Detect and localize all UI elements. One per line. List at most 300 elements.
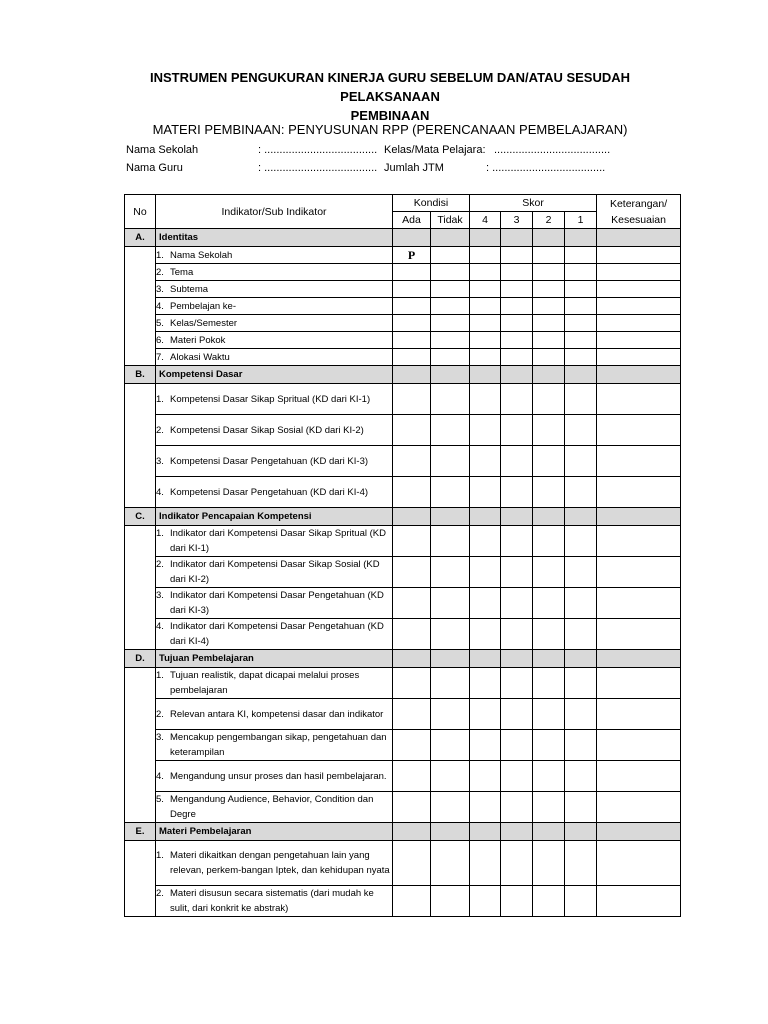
indicator-text: Kompetensi Dasar Pengetahuan (KD dari KI-3) [170,455,369,467]
header-skor-1: 1 [565,212,597,229]
header-skor: Skor [470,195,597,212]
section-empty-cell [393,229,431,247]
header-skor-3: 3 [501,212,533,229]
indicator-row [125,526,681,557]
skor-1-cell[interactable] [565,761,597,792]
ada-cell[interactable] [393,886,431,917]
indicator-cell [156,588,393,619]
skor-1-cell[interactable] [565,298,597,315]
skor-3-cell[interactable] [501,281,533,298]
tidak-cell[interactable] [431,298,470,315]
indicator-cell [156,761,393,792]
section-title: Indikator Pencapaian Kompetensi [156,508,393,526]
skor-3-cell[interactable] [501,730,533,761]
section-empty-cell [470,508,501,526]
section-empty-cell [597,650,681,668]
indicator-row [125,315,681,332]
skor-2-cell[interactable] [533,315,565,332]
keterangan-cell[interactable] [597,668,681,699]
skor-2-cell[interactable] [533,264,565,281]
section-row [125,823,681,841]
keterangan-cell[interactable] [597,315,681,332]
skor-2-cell[interactable] [533,761,565,792]
section-empty-cell [533,823,565,841]
skor-1-cell[interactable] [565,384,597,415]
header-kondisi: Kondisi [393,195,470,212]
indicator-row [125,384,681,415]
indicator-number: 3. [156,455,164,467]
skor-2-cell[interactable] [533,699,565,730]
section-empty-cell [533,508,565,526]
indicator-number: 4. [156,770,164,782]
jtm-label: Jumlah JTM [384,162,444,174]
tidak-cell[interactable] [431,281,470,298]
document-title [100,68,680,125]
section-row [125,366,681,384]
skor-4-cell[interactable] [470,619,501,650]
skor-1-cell[interactable] [565,730,597,761]
skor-4-cell[interactable] [470,557,501,588]
skor-3-cell[interactable] [501,699,533,730]
indicator-text: Relevan antara KI, kompetensi dasar dan indikator [170,708,384,720]
rubric-body [125,229,681,917]
indicator-number: 1. [156,670,164,681]
title-line-1: INSTRUMEN PENGUKURAN KINERJA GURU SEBELUM DAN/ATAU SESUDAH PELAKSANAAN [149,70,631,104]
indicator-row [125,792,681,823]
section-empty-cell [597,823,681,841]
skor-3-cell[interactable] [501,315,533,332]
section-letter: B. [125,366,156,384]
section-empty-cell [470,229,501,247]
ada-cell[interactable] [393,699,431,730]
ada-cell[interactable] [393,526,431,557]
indicator-number: 1. [156,850,164,861]
keterangan-cell[interactable] [597,477,681,508]
section-empty-cell [393,650,431,668]
tidak-cell[interactable] [431,619,470,650]
jtm-field[interactable]: : ..................................... [486,162,606,174]
skor-4-cell[interactable] [470,247,501,264]
indicator-text: Kompetensi Dasar Sikap Spritual (KD dari KI-1) [170,393,371,405]
tidak-cell[interactable] [431,588,470,619]
indicator-cell [156,699,393,730]
section-empty-cell [501,366,533,384]
skor-1-cell[interactable] [565,477,597,508]
kelas-field[interactable]: ...................................... [494,144,611,156]
keterangan-cell[interactable] [597,761,681,792]
indicator-row [125,349,681,366]
keterangan-cell[interactable] [597,792,681,823]
indicator-cell [156,384,393,415]
indicator-row [125,886,681,917]
tidak-cell[interactable] [431,349,470,366]
tidak-cell[interactable] [431,886,470,917]
title-line-2: PEMBINAAN [350,108,430,123]
keterangan-cell[interactable] [597,588,681,619]
indicator-row [125,281,681,298]
section-empty-cell [431,823,470,841]
section-letter: A. [125,229,156,247]
skor-2-cell[interactable] [533,557,565,588]
indicator-number: 3. [156,732,164,743]
skor-4-cell[interactable] [470,477,501,508]
section-empty-cell [393,508,431,526]
skor-4-cell[interactable] [470,588,501,619]
indicator-row [125,730,681,761]
section-empty-cell [533,229,565,247]
keterangan-cell[interactable] [597,384,681,415]
skor-4-cell[interactable] [470,730,501,761]
tidak-cell[interactable] [431,264,470,281]
ada-cell[interactable] [393,557,431,588]
skor-2-cell[interactable] [533,886,565,917]
section-letter: E. [125,823,156,841]
indicator-number: 5. [156,794,164,805]
indicator-number: 5. [156,317,164,329]
skor-4-cell[interactable] [470,281,501,298]
ada-cell[interactable] [393,281,431,298]
indicator-row [125,761,681,792]
tidak-cell[interactable] [431,557,470,588]
skor-1-cell[interactable] [565,841,597,886]
indicator-text: Subtema [170,283,209,295]
indicator-cell [156,619,393,650]
keterangan-cell[interactable] [597,247,681,264]
keterangan-cell[interactable] [597,332,681,349]
tidak-cell[interactable] [431,415,470,446]
skor-3-cell[interactable] [501,841,533,886]
skor-3-cell[interactable] [501,446,533,477]
indicator-cell [156,557,393,588]
skor-4-cell[interactable] [470,332,501,349]
indicator-row [125,619,681,650]
indicator-number: 2. [156,424,164,436]
tidak-cell[interactable] [431,668,470,699]
skor-1-cell[interactable] [565,315,597,332]
ada-cell[interactable] [393,415,431,446]
indicator-number: 2. [156,708,164,720]
indicator-text: Mengandung unsur proses dan hasil pembelajaran. [170,770,387,782]
skor-1-cell[interactable] [565,446,597,477]
keterangan-cell[interactable] [597,446,681,477]
skor-3-cell[interactable] [501,526,533,557]
indicator-row [125,588,681,619]
indicator-row [125,298,681,315]
skor-2-cell[interactable] [533,247,565,264]
keterangan-cell[interactable] [597,886,681,917]
ada-cell[interactable] [393,668,431,699]
skor-1-cell[interactable] [565,247,597,264]
ada-cell[interactable] [393,477,431,508]
skor-1-cell[interactable] [565,557,597,588]
section-empty-cell [597,229,681,247]
section-empty-cell [501,229,533,247]
section-empty-cell [565,366,597,384]
skor-3-cell[interactable] [501,384,533,415]
skor-1-cell[interactable] [565,264,597,281]
skor-4-cell[interactable] [470,264,501,281]
indicator-number: 3. [156,283,164,295]
skor-2-cell[interactable] [533,349,565,366]
tidak-cell[interactable] [431,730,470,761]
section-empty-cell [597,366,681,384]
ada-cell[interactable] [393,349,431,366]
nama-sekolah-label: Nama Sekolah [126,144,199,156]
keterangan-cell[interactable] [597,298,681,315]
section-empty-cell [565,508,597,526]
header-tidak: Tidak [431,212,470,229]
skor-1-cell[interactable] [565,668,597,699]
section-row [125,508,681,526]
skor-2-cell[interactable] [533,730,565,761]
skor-3-cell[interactable] [501,332,533,349]
skor-2-cell[interactable] [533,477,565,508]
tidak-cell[interactable] [431,761,470,792]
indicator-number: 6. [156,334,164,346]
skor-2-cell[interactable] [533,668,565,699]
indicator-text: Materi Pokok [170,334,226,346]
indicator-number: 7. [156,351,164,363]
tidak-cell[interactable] [431,699,470,730]
indicator-text: Materi disusun secara sistematis (dari mudah ke sulit, dari konkrit ke abstrak) [170,888,374,914]
skor-1-cell[interactable] [565,619,597,650]
section-number-cell [125,668,156,823]
skor-4-cell[interactable] [470,415,501,446]
header-indikator: Indikator/Sub Indikator [156,195,393,229]
section-title: Materi Pembelajaran [156,823,393,841]
skor-3-cell[interactable] [501,619,533,650]
ada-cell[interactable] [393,792,431,823]
header-ada: Ada [393,212,431,229]
section-row [125,650,681,668]
keterangan-cell[interactable] [597,526,681,557]
section-empty-cell [501,823,533,841]
ada-cell[interactable] [393,841,431,886]
skor-4-cell[interactable] [470,761,501,792]
keterangan-cell[interactable] [597,841,681,886]
keterangan-cell[interactable] [597,557,681,588]
section-empty-cell [431,366,470,384]
indicator-cell [156,886,393,917]
skor-4-cell[interactable] [470,699,501,730]
section-empty-cell [501,508,533,526]
section-title: Tujuan Pembelajaran [156,650,393,668]
keterangan-cell[interactable] [597,619,681,650]
skor-2-cell[interactable] [533,415,565,446]
ada-cell[interactable] [393,264,431,281]
skor-3-cell[interactable] [501,886,533,917]
skor-2-cell[interactable] [533,792,565,823]
nama-guru-field[interactable]: : ..................................... [258,162,378,174]
skor-2-cell[interactable] [533,619,565,650]
skor-2-cell[interactable] [533,841,565,886]
skor-2-cell[interactable] [533,588,565,619]
skor-3-cell[interactable] [501,668,533,699]
nama-sekolah-field[interactable]: : ..................................... [258,144,378,156]
section-empty-cell [431,229,470,247]
skor-4-cell[interactable] [470,841,501,886]
keterangan-cell[interactable] [597,264,681,281]
skor-3-cell[interactable] [501,415,533,446]
skor-4-cell[interactable] [470,526,501,557]
skor-4-cell[interactable] [470,446,501,477]
ada-cell[interactable] [393,761,431,792]
section-letter: D. [125,650,156,668]
section-number-cell [125,841,156,917]
nama-guru-label: Nama Guru [126,162,183,174]
indicator-text: Kompetensi Dasar Pengetahuan (KD dari KI-4) [170,486,369,498]
section-empty-cell [533,650,565,668]
indicator-number: 2. [156,559,164,570]
skor-2-cell[interactable] [533,384,565,415]
skor-1-cell[interactable] [565,699,597,730]
skor-1-cell[interactable] [565,792,597,823]
tidak-cell[interactable] [431,384,470,415]
skor-3-cell[interactable] [501,298,533,315]
skor-1-cell[interactable] [565,588,597,619]
ada-cell[interactable] [393,588,431,619]
ada-cell[interactable] [393,384,431,415]
skor-3-cell[interactable] [501,588,533,619]
skor-3-cell[interactable] [501,264,533,281]
ada-cell[interactable]: P [393,247,431,264]
indicator-row [125,332,681,349]
skor-3-cell[interactable] [501,761,533,792]
indicator-text: Pembelajan ke- [170,300,237,312]
section-number-cell [125,247,156,366]
indicator-number: 2. [156,266,164,278]
header-skor-2: 2 [533,212,565,229]
ada-cell[interactable] [393,619,431,650]
indicator-text: Alokasi Waktu [170,351,230,363]
section-empty-cell [597,508,681,526]
indicator-row [125,557,681,588]
indicator-cell [156,792,393,823]
indicator-number: 4. [156,621,164,632]
indicator-cell [156,477,393,508]
indicator-cell [156,264,393,281]
indicator-row [125,477,681,508]
skor-1-cell[interactable] [565,886,597,917]
tidak-cell[interactable] [431,792,470,823]
indicator-row [125,841,681,886]
skor-2-cell[interactable] [533,446,565,477]
skor-4-cell[interactable] [470,315,501,332]
document-subtitle: MATERI PEMBINAAN: PENYUSUNAN RPP (PERENCANAAN PEMBELAJARAN) [152,122,628,137]
tidak-cell[interactable] [431,247,470,264]
indicator-row [125,699,681,730]
keterangan-cell[interactable] [597,730,681,761]
skor-4-cell[interactable] [470,349,501,366]
indicator-text: Kelas/Semester [170,317,238,329]
ada-cell[interactable] [393,446,431,477]
rubric-table [124,194,681,917]
tidak-cell[interactable] [431,526,470,557]
tidak-cell[interactable] [431,446,470,477]
kelas-label: Kelas/Mata Pelajara: [384,144,486,156]
indicator-row [125,415,681,446]
indicator-number: 1. [156,393,164,405]
tidak-cell[interactable] [431,841,470,886]
indicator-text: Indikator dari Kompetensi Dasar Pengetahuan (KD dari KI-3) [170,590,384,616]
skor-1-cell[interactable] [565,281,597,298]
section-letter: C. [125,508,156,526]
section-empty-cell [565,229,597,247]
ada-cell[interactable] [393,332,431,349]
skor-4-cell[interactable] [470,886,501,917]
skor-4-cell[interactable] [470,298,501,315]
keterangan-cell[interactable] [597,699,681,730]
ada-cell[interactable] [393,298,431,315]
section-empty-cell [470,823,501,841]
tidak-cell[interactable] [431,477,470,508]
tidak-cell[interactable] [431,315,470,332]
indicator-row [125,247,681,264]
skor-2-cell[interactable] [533,332,565,349]
section-empty-cell [431,650,470,668]
indicator-number: 2. [156,888,164,899]
skor-4-cell[interactable] [470,792,501,823]
header-no: No [125,195,156,229]
indicator-row [125,446,681,477]
skor-2-cell[interactable] [533,281,565,298]
indicator-number: 1. [156,249,164,261]
section-empty-cell [431,508,470,526]
indicator-cell [156,281,393,298]
keterangan-cell[interactable] [597,281,681,298]
indicator-text: Indikator dari Kompetensi Dasar Sikap Sosial (KD dari KI-2) [170,559,380,585]
skor-3-cell[interactable] [501,349,533,366]
skor-3-cell[interactable] [501,792,533,823]
ada-cell[interactable] [393,315,431,332]
section-empty-cell [393,823,431,841]
section-empty-cell [470,650,501,668]
indicator-text: Mengandung Audience, Behavior, Condition dan Degre [170,794,374,820]
indicator-cell [156,332,393,349]
skor-4-cell[interactable] [470,668,501,699]
skor-1-cell[interactable] [565,332,597,349]
indicator-text: Nama Sekolah [170,249,233,261]
skor-2-cell[interactable] [533,298,565,315]
indicator-cell [156,298,393,315]
indicator-number: 1. [156,528,164,539]
indicator-cell [156,415,393,446]
indicator-cell [156,349,393,366]
section-empty-cell [501,650,533,668]
section-empty-cell [565,650,597,668]
indicator-text: Tujuan realistik, dapat dicapai melalui proses pembelajaran [170,670,360,696]
section-number-cell [125,526,156,650]
skor-1-cell[interactable] [565,415,597,446]
keterangan-cell[interactable] [597,349,681,366]
indicator-cell [156,730,393,761]
skor-3-cell[interactable] [501,477,533,508]
skor-1-cell[interactable] [565,349,597,366]
section-empty-cell [470,366,501,384]
indicator-row [125,264,681,281]
ada-cell[interactable] [393,730,431,761]
skor-3-cell[interactable] [501,247,533,264]
skor-2-cell[interactable] [533,526,565,557]
skor-3-cell[interactable] [501,557,533,588]
skor-4-cell[interactable] [470,384,501,415]
skor-1-cell[interactable] [565,526,597,557]
keterangan-cell[interactable] [597,415,681,446]
indicator-cell [156,841,393,886]
indicator-row [125,668,681,699]
tidak-cell[interactable] [431,332,470,349]
indicator-number: 4. [156,486,164,498]
